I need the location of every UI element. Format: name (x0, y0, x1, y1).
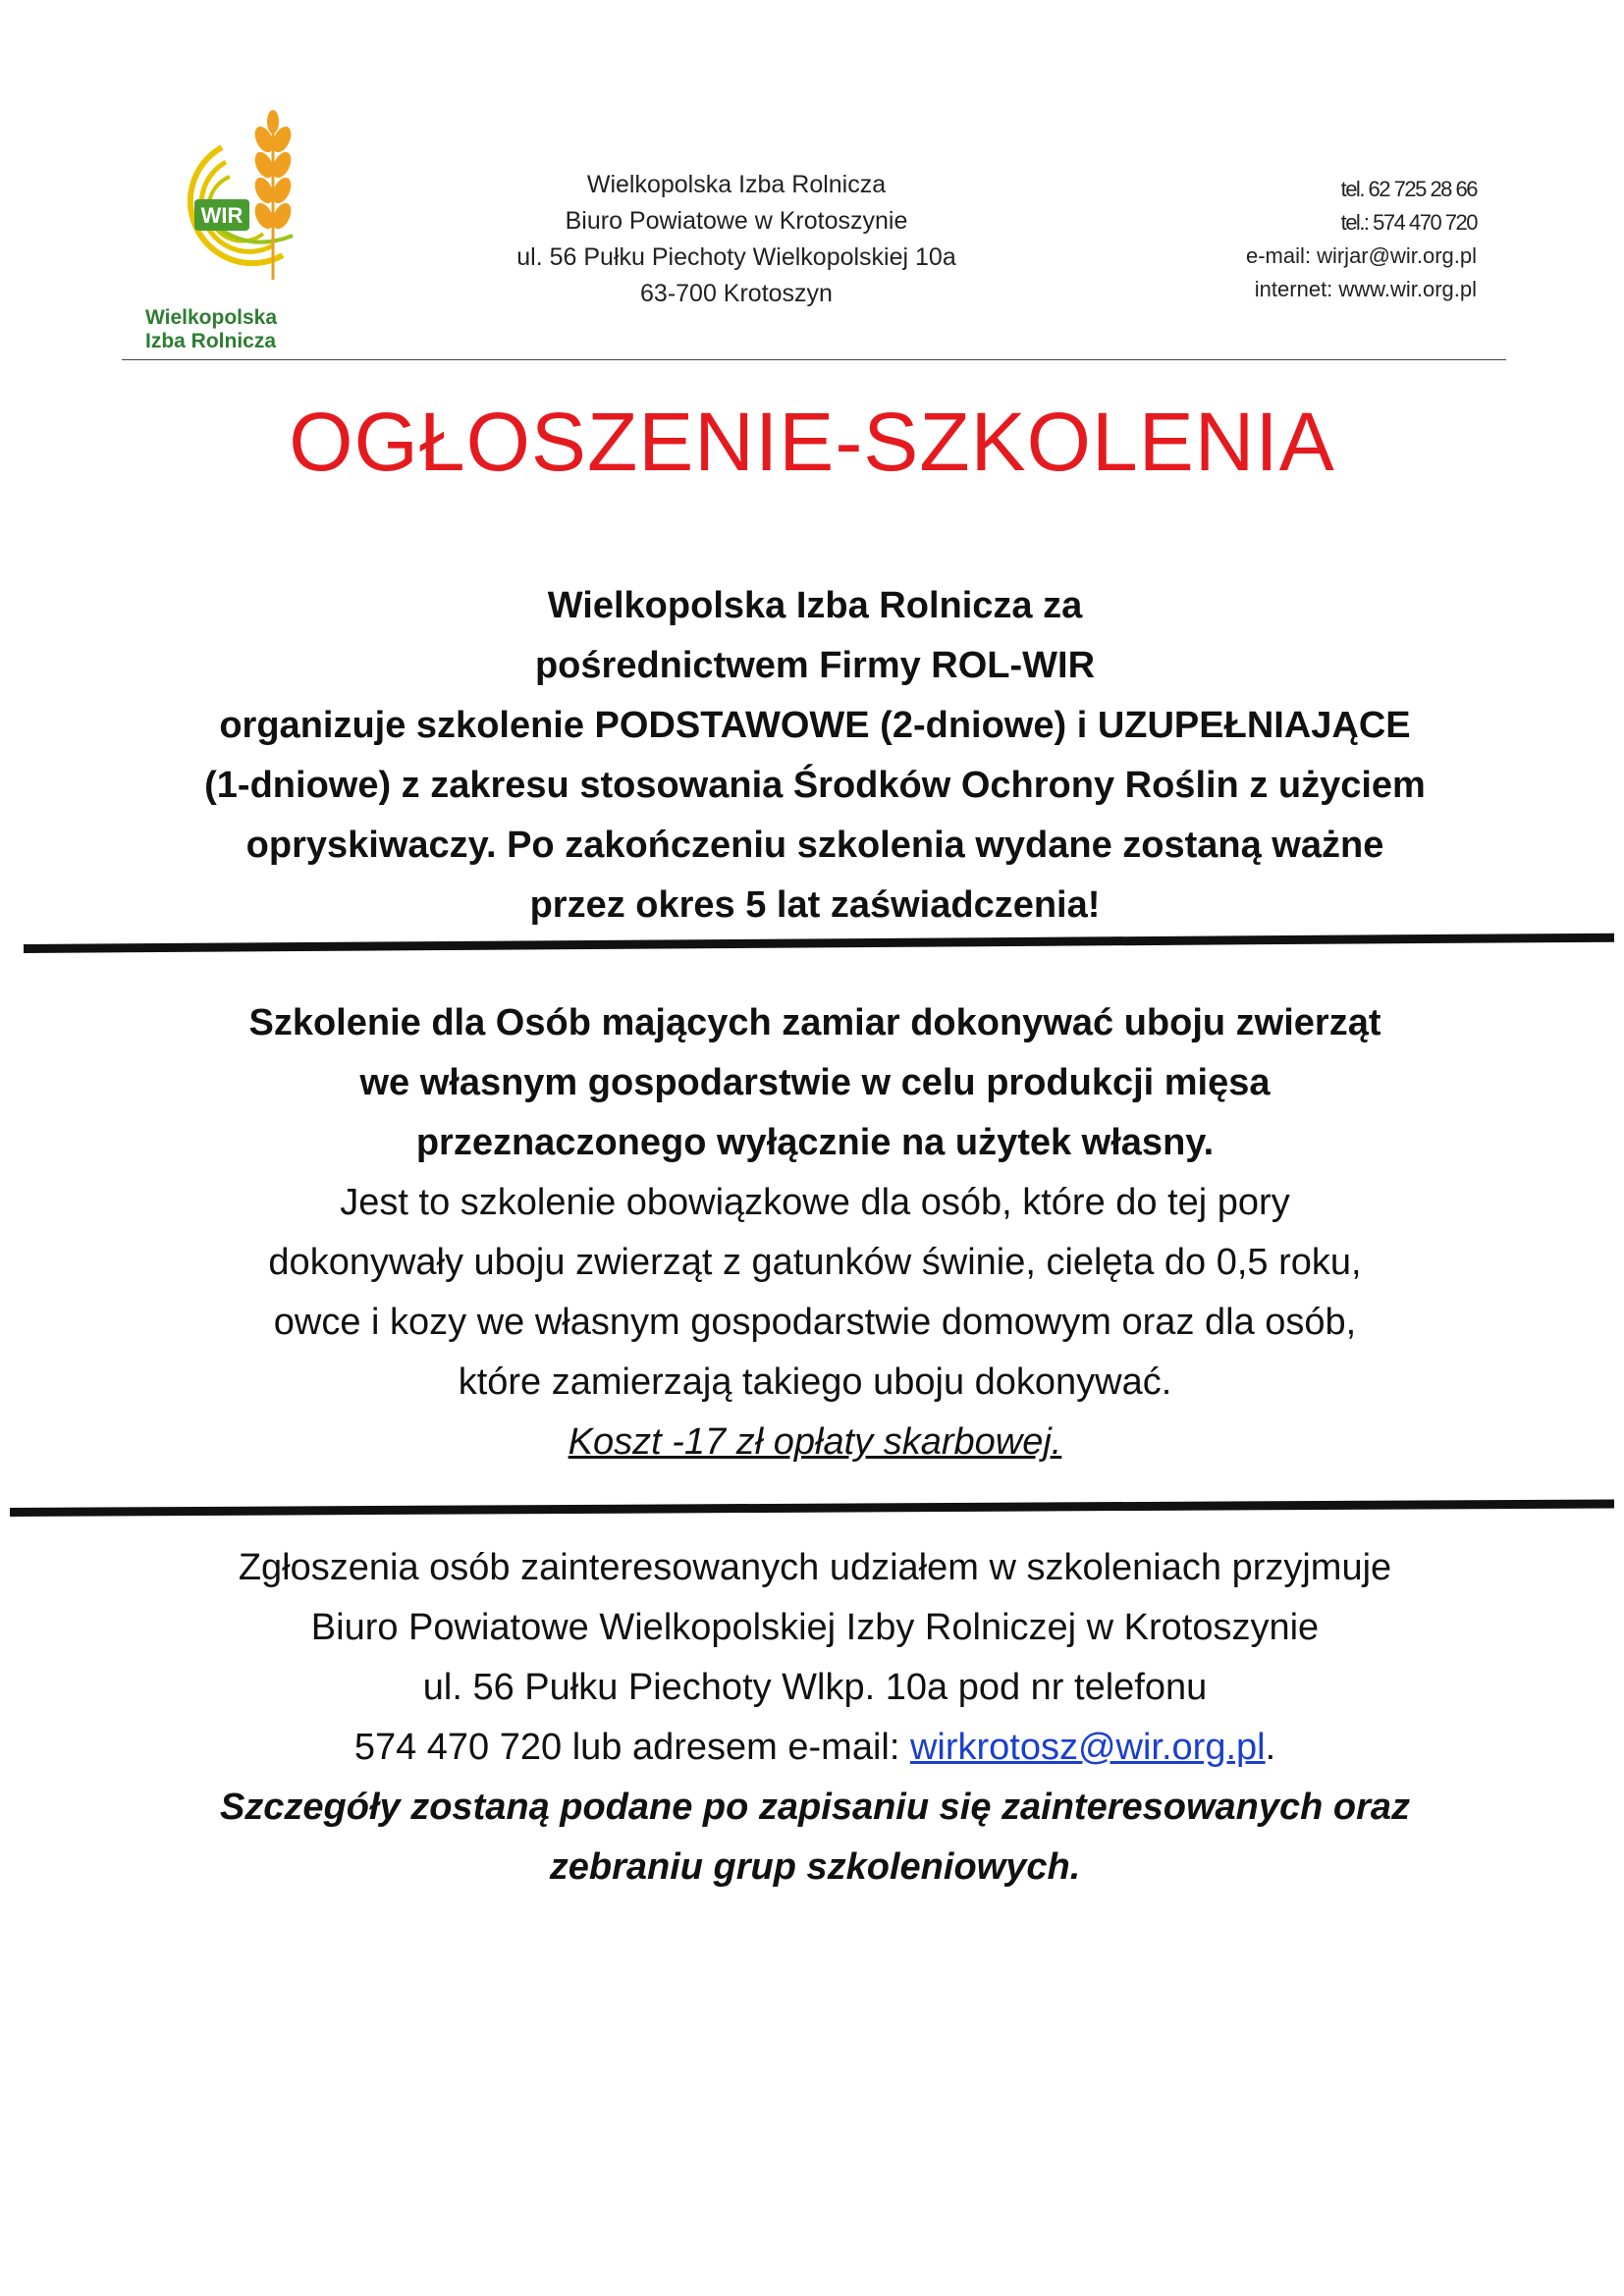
logo-badge: WIR (200, 203, 244, 228)
page-title: OGŁOSZENIE-SZKOLENIA (289, 396, 1335, 488)
org-address (452, 167, 1021, 312)
slaughter-heading-line: Szkolenie dla Osób mających zamiar dokonywać uboju zwierząt (248, 1002, 1381, 1043)
registration-line: Biuro Powiatowe Wielkopolskiej Izby Rolniczej w Krotoszynie (310, 1607, 1320, 1648)
announcement-line: pośrednictwem Firmy ROL-WIR (534, 645, 1096, 686)
section-divider (10, 1499, 1614, 1517)
contact-phone-2: tel.: 574 470 720 (1340, 210, 1477, 235)
slaughter-text-line: dokonywały uboju zwierząt z gatunków świnie, cielęta do 0,5 roku, (268, 1242, 1362, 1283)
org-street: ul. 56 Pułku Piechoty Wielkopolskiej 10a (516, 243, 956, 271)
contact-email: e-mail: wirjar@wir.org.pl (1245, 243, 1477, 268)
slaughter-text-line: owce i kozy we własnym gospodarstwie domowym oraz dla osób, (273, 1302, 1357, 1343)
training-cost: Koszt -17 zł opłaty skarbowej. (568, 1421, 1062, 1463)
logo-name-line1: Wielkopolska (145, 306, 278, 329)
logo-name-line2: Izba Rolnicza (145, 330, 277, 352)
logo-name (145, 306, 322, 353)
announcement-line: przez okres 5 lat zaświadczenia! (529, 884, 1101, 926)
slaughter-text-line: które zamierzają takiego uboju dokonywać. (458, 1362, 1172, 1403)
registration-email-link[interactable]: wirkrotosz@wir.org.pl (909, 1727, 1266, 1768)
registration-line: ul. 56 Pułku Piechoty Wlkp. 10a pod nr telefonu (422, 1667, 1208, 1708)
org-name: Wielkopolska Izba Rolnicza (586, 171, 887, 198)
section-divider (24, 934, 1614, 953)
announcement-line: Wielkopolska Izba Rolnicza za (547, 585, 1083, 626)
header-divider (122, 359, 1506, 360)
org-office: Biuro Powiatowe w Krotoszynie (565, 207, 908, 235)
closing-note-line: zebraniu grup szkoleniowych. (549, 1846, 1081, 1888)
slaughter-heading-line: przeznaczonego wyłącznie na użytek własny. (415, 1122, 1215, 1163)
org-city: 63-700 Krotoszyn (640, 280, 833, 307)
announcement-line: opryskiwaczy. Po zakończeniu szkolenia wydane zostaną ważne (245, 825, 1384, 866)
closing-note-line: Szczegóły zostaną podane po zapisaniu się zainteresowanych oraz (219, 1787, 1411, 1828)
wheat-logo-icon (145, 108, 312, 304)
slaughter-heading-line: we własnym gospodarstwie w celu produkcji mięsa (359, 1062, 1271, 1103)
registration-period: . (1265, 1727, 1276, 1768)
slaughter-training (88, 993, 1542, 1472)
announcement-line: (1-dniowe) z zakresu stosowania Środków Ochrony Roślin z użyciem (204, 765, 1426, 806)
registration-contact (88, 1718, 1542, 1778)
announcement-line: organizuje szkolenie PODSTAWOWE (2-dniowe) i UZUPEŁNIAJĄCE (219, 705, 1411, 746)
slaughter-text-line: Jest to szkolenie obowiązkowe dla osób, które do tej pory (340, 1182, 1290, 1223)
contact-phone-1: tel. 62 725 28 66 (1340, 177, 1477, 201)
registration-info (88, 1538, 1542, 1897)
registration-line: Zgłoszenia osób zainteresowanych udziałem w szkoleniach przyjmuje (238, 1547, 1392, 1588)
org-contact (1084, 173, 1477, 306)
registration-phone: 574 470 720 lub adresem e-mail: (353, 1727, 910, 1768)
training-announcement (88, 576, 1542, 935)
contact-website: internet: www.wir.org.pl (1254, 277, 1477, 301)
